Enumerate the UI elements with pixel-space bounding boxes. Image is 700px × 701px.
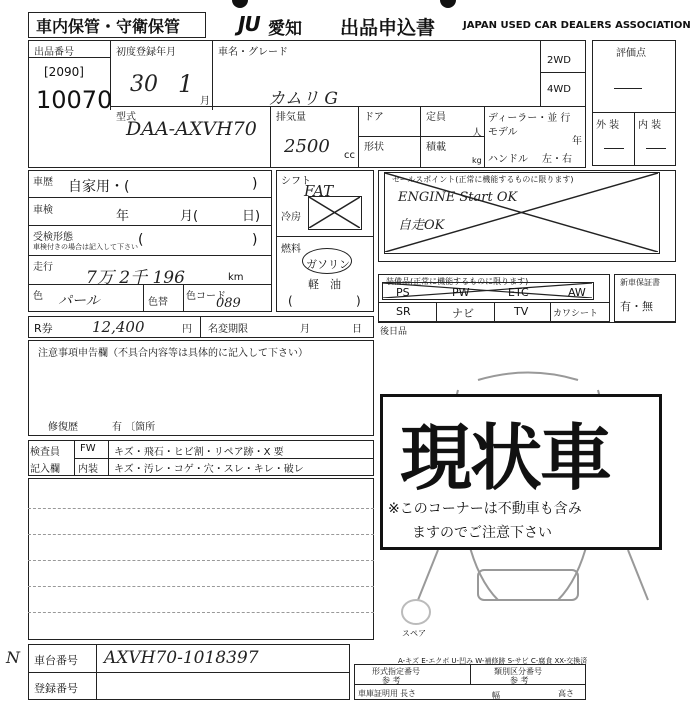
length-label: 長さ — [400, 689, 416, 698]
car-name-label: 車名・グレード — [218, 47, 288, 58]
color-value: パール — [58, 293, 100, 309]
doc-sub: 車検付きの場合は記入して下さい — [33, 243, 138, 251]
blank-rows — [28, 478, 374, 640]
selling-point-line2: 自走OK — [398, 218, 445, 233]
stamp-note2: ますのでご注意下さい — [412, 525, 552, 541]
inspector-fw-text: キズ・飛石・ヒビ割・リペア跡・X 要 — [114, 447, 284, 458]
equip-pw: PW — [452, 286, 470, 299]
selling-point-line1: ENGINE Start OK — [398, 190, 518, 205]
height-label: 高さ — [558, 689, 574, 698]
fuel-paren: ( — [288, 294, 293, 308]
reg-number-label: 登録番号 — [34, 682, 78, 695]
repair-label: 修復歴 — [48, 422, 78, 433]
type-ref: 参 考 — [382, 676, 401, 685]
inspector-int-text: キズ・汚レ・コゲ・穴・スレ・キレ・破レ — [114, 464, 304, 475]
chassis-value: AXVH70-1018397 — [104, 648, 259, 668]
name-change-month: 月 — [300, 324, 310, 335]
mileage-value: 7万 2千 196 — [86, 268, 185, 288]
aircon-label: 冷房 — [281, 212, 301, 223]
capacity-label: 定員 — [426, 112, 446, 123]
load-label: 積載 — [426, 142, 446, 153]
punch-hole — [232, 0, 248, 8]
recycle-box — [28, 316, 374, 338]
history-label: 車歴 — [33, 177, 53, 188]
model-label: 型式 — [116, 112, 136, 123]
mileage-unit: km — [228, 272, 244, 283]
equip-seat: カワシート — [553, 309, 599, 319]
inspector-fw: FW — [80, 443, 96, 454]
drive-2wd: 2WD — [547, 55, 571, 66]
drive-4wd: 4WD — [547, 84, 571, 95]
first-reg-month-unit: 月 — [200, 96, 210, 107]
dealer-model: モデル — [488, 127, 518, 138]
inspection-month: 月( — [180, 209, 199, 224]
equip-aw: AW — [568, 286, 586, 299]
inspection-label: 車検 — [33, 205, 53, 216]
aircon-cross — [308, 196, 362, 230]
doors-label: ドア — [364, 112, 384, 123]
chassis-label: 車台番号 — [34, 654, 78, 667]
doc-close-paren: ) — [252, 232, 258, 248]
first-reg-year: 30 — [130, 72, 158, 97]
class-number-label: 類別区分番号 — [494, 667, 542, 676]
shift-value: FAT — [304, 182, 334, 200]
punch-hole — [440, 0, 456, 8]
mileage-label: 走行 — [33, 262, 53, 273]
interior-label: 内 装 — [638, 120, 662, 131]
recycle-unit: 円 — [182, 324, 192, 335]
genjousha-text: 現状車 — [400, 416, 611, 500]
displacement-value: 2500 — [284, 136, 330, 157]
lot-bracket-number: [2090] — [44, 65, 84, 79]
first-reg-month: 1 — [178, 70, 194, 98]
load-unit: kg — [472, 156, 482, 165]
dealer-year: 年 — [572, 136, 582, 147]
history-close-paren: ) — [252, 176, 258, 192]
capacity-unit: 人 — [472, 128, 482, 139]
selling-point-label: セールスポイント(正常に機能するものに限ります) — [392, 175, 574, 184]
handle-value: 左・右 — [542, 154, 572, 165]
inspector-label1: 検査員 — [30, 447, 60, 458]
equip-ps: PS — [396, 286, 410, 299]
name-change-day: 日 — [352, 324, 362, 335]
doc-label: 受検形態 — [33, 232, 73, 243]
inspector-label2: 記入欄 — [30, 464, 60, 475]
exterior-label: 外 装 — [596, 120, 620, 131]
lot-number: 10070 — [36, 86, 113, 114]
fuel-close-paren: ) — [356, 294, 361, 308]
shift-label: シフト — [281, 176, 311, 187]
damage-legend: A-キズ E-エクボ U-凹み W-補修跡 S-サビ C-腐食 XX-交換済 — [398, 657, 588, 665]
color-code-label: 色コード — [186, 291, 226, 302]
footer-n-mark: N — [6, 648, 20, 667]
name-change-label: 名変期限 — [208, 324, 248, 335]
car-name: カムリ G — [268, 89, 338, 109]
ju-logo: JU — [238, 12, 260, 36]
color-change-label: 色替 — [148, 297, 168, 308]
model-value: DAA-AXVH70 — [126, 118, 257, 140]
class-ref: 参 考 — [510, 676, 529, 685]
equipment-label: 装備品(正常に機能するものに限ります) — [386, 277, 529, 286]
color-label: 色 — [33, 291, 43, 302]
assoc-name: JAPAN USED CAR DEALERS ASSOCIATION — [463, 20, 691, 31]
shape-label: 形状 — [364, 142, 384, 153]
stamp-note1: ※このコーナーは不動車も含み — [388, 501, 582, 517]
history-value: 自家用・( — [68, 179, 130, 195]
warranty-value: 有・無 — [620, 300, 653, 313]
back-item-label: 後日品 — [380, 327, 408, 337]
form-title: 出品申込書 — [340, 17, 436, 39]
lot-label: 出品番号 — [34, 47, 74, 58]
color-code-value: 089 — [216, 296, 241, 311]
inspector-interior: 内装 — [78, 464, 98, 475]
repair-value: 有 〔箇所 — [112, 422, 156, 433]
recycle-label: R券 — [34, 322, 53, 335]
equip-etc: ETC — [508, 286, 529, 299]
storage-label: 車内保管・守衛保管 — [36, 17, 181, 36]
equipment-strike-box — [382, 282, 594, 300]
first-reg-label: 初度登録年月 — [116, 47, 176, 58]
fuel-gas-circle — [302, 248, 352, 274]
notes-label: 注意事項申告欄（不具合内容等は具体的に記入して下さい） — [38, 348, 308, 359]
width-label: 幅 — [492, 691, 500, 700]
fuel-light: 軽 油 — [308, 278, 341, 291]
equip-sr: SR — [396, 305, 411, 318]
type-number-label: 形式指定番号 — [372, 667, 420, 676]
displacement-label: 排気量 — [276, 112, 306, 123]
warranty-label: 新車保証書 — [620, 278, 660, 287]
doc-paren: ( — [138, 232, 144, 248]
dealer-line1: ディーラー・並 行 — [488, 113, 571, 124]
equip-tv: TV — [514, 305, 529, 318]
inspection-year: 年 — [116, 209, 130, 224]
org-name: 愛知 — [268, 19, 302, 39]
garage-cert-label: 車庫証明用 — [358, 689, 398, 698]
displacement-unit: cc — [344, 150, 355, 161]
fuel-label: 燃料 — [281, 244, 301, 255]
spare-label: スペア — [402, 629, 426, 638]
inspection-day: 日) — [242, 209, 261, 224]
equip-navi: ナビ — [452, 307, 474, 320]
fuel-gas: ガソリン — [306, 258, 350, 271]
handle-label: ハンドル — [488, 154, 528, 165]
recycle-value: 12,400 — [92, 318, 145, 336]
grade-label: 評価点 — [616, 48, 646, 59]
